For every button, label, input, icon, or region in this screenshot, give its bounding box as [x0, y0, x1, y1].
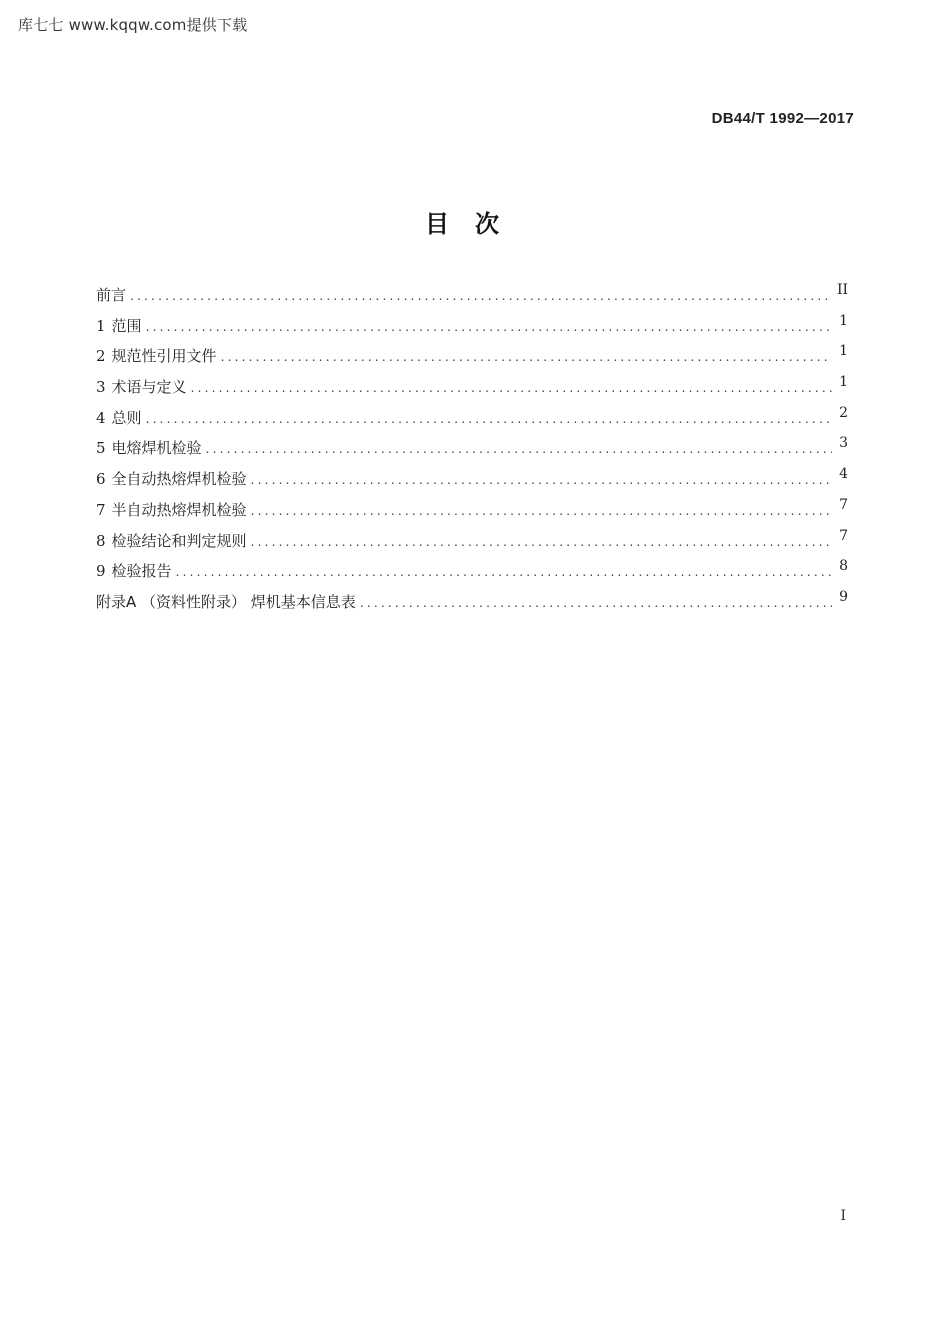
toc-entry-foreword[interactable]	[96, 284, 848, 315]
toc-entry-page: 7	[839, 496, 848, 513]
toc-leader-dots	[176, 565, 832, 579]
page-number: I	[840, 1208, 846, 1224]
toc-entry-semi-auto-inspection[interactable]	[96, 496, 848, 530]
toc-leader-dots	[130, 289, 831, 303]
document-code: DB44/T 1992—2017	[711, 110, 854, 127]
toc-entry-page: 7	[839, 527, 848, 544]
toc-entry-page: 1	[839, 374, 848, 391]
toc-entry-label: 6 全自动热熔焊机检验	[96, 470, 247, 489]
toc-entry-page: 3	[839, 435, 848, 452]
toc-entry-appendix-a[interactable]	[96, 588, 848, 622]
toc-entry-page: 1	[839, 343, 848, 360]
toc-entry-label: 3 术语与定义	[96, 378, 187, 397]
toc-entry-label: 附录A （资料性附录） 焊机基本信息表	[96, 592, 356, 611]
toc-title: 目次	[425, 210, 525, 238]
toc-entry-label: 8 检验结论和判定规则	[96, 531, 247, 550]
toc-leader-dots	[206, 442, 832, 456]
toc-entry-label: 前言	[96, 286, 127, 304]
toc-entry-page: 8	[839, 558, 848, 575]
toc-leader-dots	[251, 473, 832, 487]
toc-entry-terms-definitions[interactable]	[96, 376, 848, 407]
toc-entry-normative-references[interactable]	[96, 345, 848, 376]
toc-entry-label: 7 半自动热熔焊机检验	[96, 500, 247, 519]
toc-entry-page: 9	[839, 588, 848, 605]
toc-leader-dots	[251, 535, 832, 549]
toc-entry-inspection-report[interactable]	[96, 560, 848, 591]
toc-entry-full-auto-inspection[interactable]	[96, 468, 848, 499]
toc-entry-page: 2	[839, 404, 848, 421]
toc-entry-page: II	[836, 282, 848, 298]
toc-entry-conclusion-rules[interactable]	[96, 527, 848, 561]
toc-leader-dots	[251, 504, 832, 518]
toc-entry-page: 1	[839, 312, 848, 329]
toc-leader-dots	[360, 596, 832, 610]
toc-entry-general[interactable]	[96, 404, 848, 438]
toc-entry-scope[interactable]	[96, 312, 848, 346]
toc-entry-label: 1 范围	[96, 316, 142, 335]
toc-leader-dots	[146, 320, 832, 334]
watermark-text: 库七七 www.kqqw.com提供下载	[18, 16, 248, 34]
toc-leader-dots	[191, 381, 832, 395]
toc-leader-dots	[146, 412, 832, 426]
toc-leader-dots	[221, 350, 832, 364]
toc-entry-label: 4 总则	[96, 408, 142, 427]
toc-entry-electrofusion-inspection[interactable]	[96, 437, 848, 468]
toc-entry-label: 2 规范性引用文件	[96, 347, 217, 366]
toc-entry-page: 4	[839, 466, 848, 483]
toc-entry-label: 9 检验报告	[96, 562, 172, 581]
toc-entry-label: 5 电熔焊机检验	[96, 439, 202, 458]
table-of-contents	[96, 284, 848, 622]
